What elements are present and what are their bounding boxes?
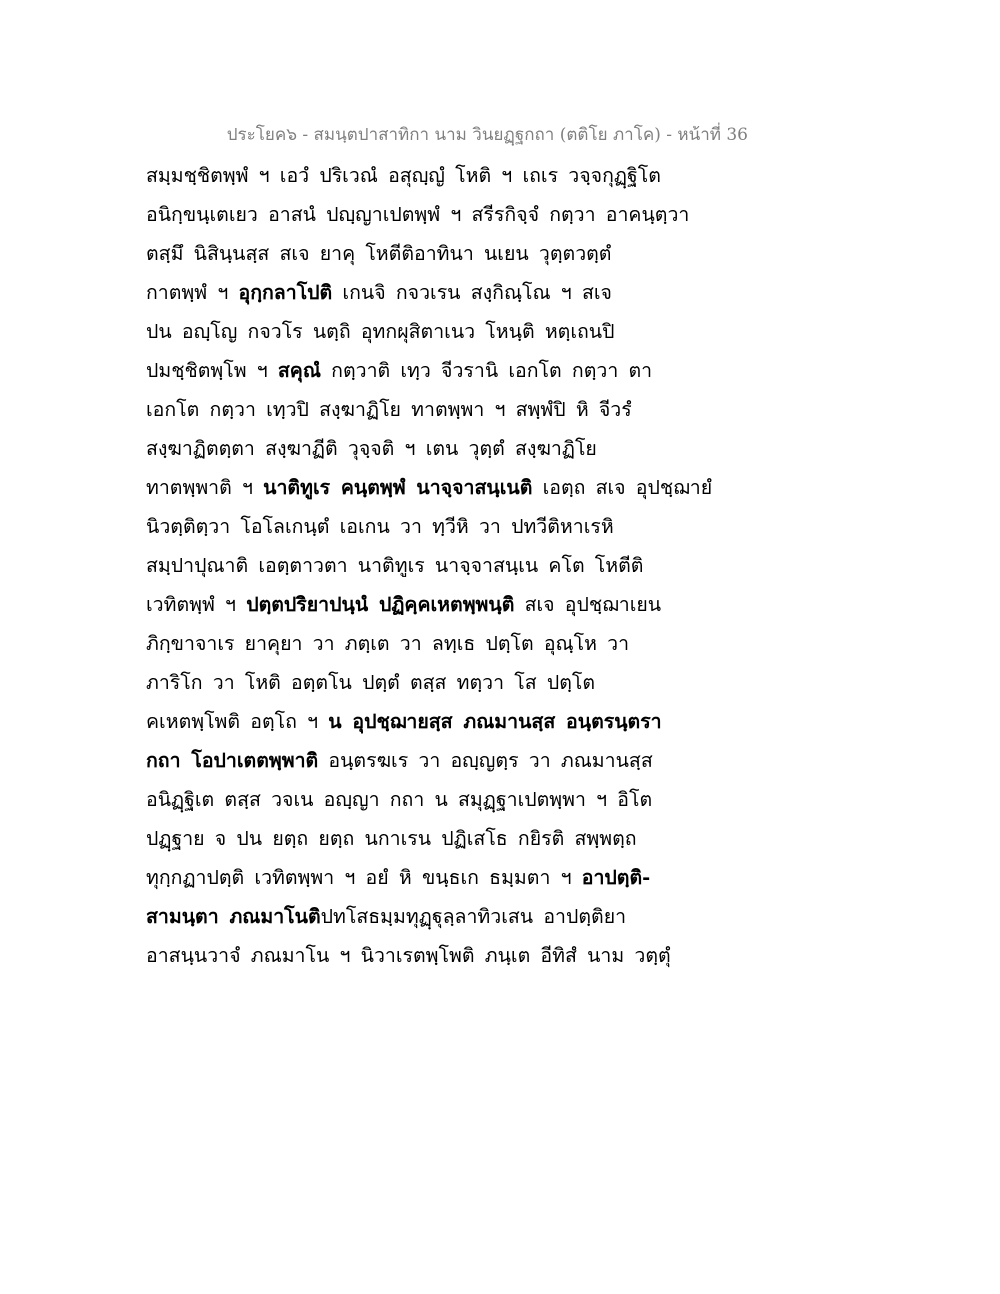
text-segment: ปน อญฺโญ กจวโร นตฺถิ อุทกผุสิตาเนว โหนฺติ หตฺเถนปิ — [146, 320, 615, 343]
text-segment: ภิกฺขาจาเร ยาคุยา วา ภตฺเต วา ลทฺเธ ปตฺโต อุณฺโห วา — [146, 632, 630, 655]
text-segment: เวทิตพฺพํ ฯ — [146, 593, 247, 616]
text-segment: เอกโต กตฺวา เทฺวปิ สงฺฆาฏิโย ทาตพฺพา ฯ สพฺพํปิ หิ จีวรํ — [146, 398, 632, 421]
text-segment: ตสฺมึ นิสินฺนสฺส สเจ ยาคุ โหตีติอาทินา นเยน วุตฺตวตฺตํ — [146, 242, 612, 265]
text-segment: กตฺวาติ เทฺว จีวรานิ เอกโต กตฺวา ตา — [320, 359, 653, 382]
bold-term: นาติทูเร คนฺตพฺพํ นาจฺจาสนฺเนติ — [263, 476, 533, 499]
text-line — [146, 430, 766, 469]
text-line — [146, 313, 766, 352]
text-segment: สมฺมชฺชิตพฺพํ ฯ เอวํ ปริเวณํ อสุญฺญํ โหติ ฯ เถเร วจฺจกุฏฺฐิโต — [146, 164, 661, 187]
text-line — [146, 235, 766, 274]
text-line — [146, 742, 766, 781]
text-segment: กาตพฺพํ ฯ — [146, 281, 239, 304]
text-line — [146, 586, 766, 625]
bold-term: สคุณํ — [277, 359, 321, 382]
text-line — [146, 625, 766, 664]
body-text — [146, 157, 766, 976]
text-segment: อนิฏฺฐิเต ตสฺส วจเน อญฺญา กถา น สมุฏฺฐาเปตพฺพา ฯ อิโต — [146, 788, 653, 811]
text-segment: อาสนฺนวาจํ ภณมาโน ฯ นิวาเรตพฺโพติ ภนฺเต อีทิสํ นาม วตฺตุํ — [146, 944, 671, 967]
text-segment: สมฺปาปุณาติ เอตฺตาวตา นาติทูเร นาจฺจาสนฺเน คโต โหตีติ — [146, 554, 644, 577]
bold-term: น อุปชฺฌายสฺส ภณมานสฺส อนฺตรนฺตรา — [328, 710, 662, 733]
text-segment: ทุกฺกฏาปตฺติ เวทิตพฺพา ฯ อยํ หิ ขนฺธเก ธมฺมตา ฯ — [146, 866, 582, 889]
bold-term: สามนฺตา ภณมาโนติ — [146, 905, 321, 928]
bold-term: อุกฺกลาโปติ — [238, 281, 333, 304]
text-line — [146, 898, 766, 937]
text-segment: สงฺฆาฏิตตฺตา สงฺฆาฏีติ วุจฺจติ ฯ เตน วุตฺตํ สงฺฆาฏิโย — [146, 437, 597, 460]
text-line — [146, 937, 766, 976]
text-segment: สเจ อุปชฺฌาเยน — [514, 593, 662, 616]
text-line — [146, 274, 766, 313]
text-line — [146, 391, 766, 430]
text-segment: อนฺตรฆเร วา อญฺญตฺร วา ภณมานสฺส — [318, 749, 653, 772]
bold-term: กถา โอปาเตตพฺพาติ — [146, 749, 319, 772]
text-line — [146, 157, 766, 196]
text-segment: ทาตพฺพาติ ฯ — [146, 476, 264, 499]
text-line — [146, 820, 766, 859]
text-segment: เอตฺถ สเจ อุปชฺฌายํ — [532, 476, 713, 499]
text-segment: เกนจิ กจวเรน สงฺกิณฺโณ ฯ สเจ — [332, 281, 612, 304]
text-segment: ภาริโก วา โหติ อตฺตโน ปตฺตํ ตสฺส ทตฺวา โส ปตฺโต — [146, 671, 596, 694]
text-line — [146, 547, 766, 586]
text-segment: อนิกฺขนฺเตเยว อาสนํ ปญฺญาเปตพฺพํ ฯ สรีรกิจฺจํ กตฺวา อาคนฺตฺวา — [146, 203, 690, 226]
text-segment: นิวตฺติตฺวา โอโลเกนฺตํ เอเกน วา ทฺวีหิ วา ปทวีติหาเรหิ — [146, 515, 614, 538]
text-segment: ปฏฺฐาย จ ปน ยตฺถ ยตฺถ นกาเรน ปฏิเสโธ กยิรติ สพฺพตฺถ — [146, 827, 637, 850]
text-line — [146, 859, 766, 898]
page-running-header: ประโยค๖ - สมนฺตปาสาทิกา นาม วินยฏฺฐกถา (ตติโย ภาโค) - หน้าที่ 36 — [226, 125, 748, 145]
text-line — [146, 703, 766, 742]
text-line — [146, 664, 766, 703]
text-segment: ปทโสธมฺมทุฏฺฐุลฺลาทิวเสน อาปตฺติยา — [320, 905, 627, 928]
text-line — [146, 352, 766, 391]
text-segment: คเหตพฺโพติ อตฺโถ ฯ — [146, 710, 329, 733]
text-line — [146, 469, 766, 508]
bold-term: ปตฺตปริยาปนฺนํ ปฏิคฺคเหตพฺพนฺติ — [246, 593, 515, 616]
text-segment: ปมชฺชิตพฺโพ ฯ — [146, 359, 278, 382]
text-line — [146, 508, 766, 547]
text-line — [146, 196, 766, 235]
text-line — [146, 781, 766, 820]
bold-term: อาปตฺติ- — [581, 866, 651, 889]
